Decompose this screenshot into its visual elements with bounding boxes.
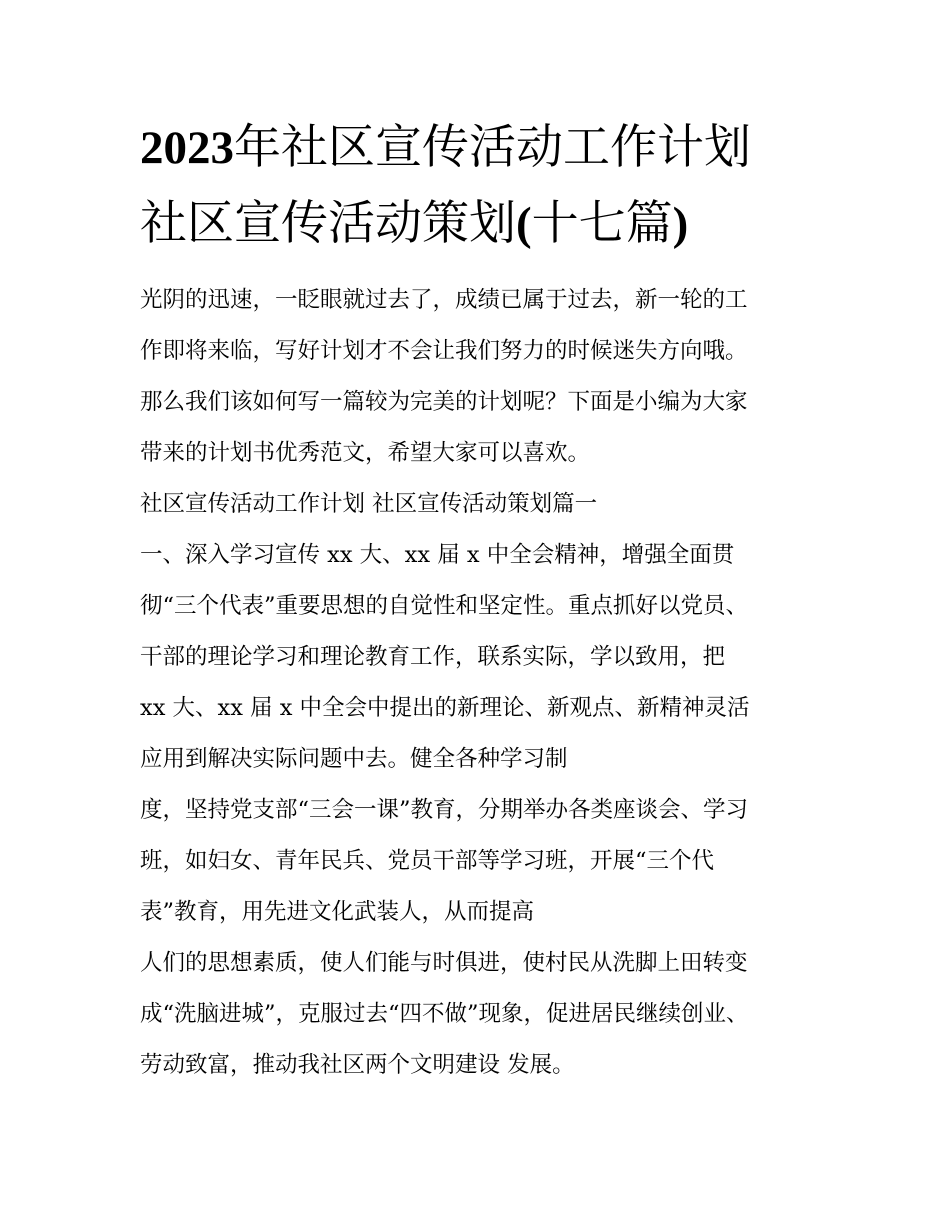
body-line: 那么我们该如何写一篇较为完美的计划呢？下面是小编为大家 [140, 389, 748, 415]
body-line: 一、深入学习宣传 xx 大、xx 届 x 中全会精神，增强全面贯 [140, 542, 735, 568]
body-line: 作即将来临，写好计划才不会让我们努力的时候迷失方向哦。 [140, 338, 748, 364]
title-paren-open: ( [516, 198, 532, 250]
title-line-2-text: 社区宣传活动策划 [140, 196, 516, 251]
body-line: 班，如妇女、青年民兵、党员干部等学习班，开展“三个代 [140, 848, 715, 874]
title-year: 2023 [140, 122, 234, 174]
body-line: 彻“三个代表”重要思想的自觉性和坚定性。重点抓好以党员、 [140, 593, 749, 619]
body-line: 劳动致富，推动我社区两个文明建设 发展。 [140, 1052, 575, 1078]
body-line: 表”教育，用先进文化武装人，从而提高 [140, 899, 535, 925]
body-line: 光阴的迅速，一眨眼就过去了，成绩已属于过去，新一轮的工 [140, 287, 748, 313]
body-line: 人们的思想素质，使人们能与时俱进，使村民从洗脚上田转变 [140, 950, 748, 976]
title-line-1-text: 年社区宣传活动工作计划 [234, 120, 751, 175]
document-title-line-1 [140, 120, 751, 175]
title-paren-text: 十七篇 [531, 196, 673, 251]
title-paren-close: ) [672, 198, 689, 250]
body-line: 应用到解决实际问题中去。健全各种学习制 [140, 746, 568, 772]
section-heading: 社区宣传活动工作计划 社区宣传活动策划篇一 [140, 491, 598, 517]
body-line: 干部的理论学习和理论教育工作，联系实际，学以致用，把 [140, 644, 726, 670]
body-line: 成“洗脑进城”，克服过去“四不做”现象，促进居民继续创业、 [140, 1001, 749, 1027]
body-line: xx 大、xx 届 x 中全会中提出的新理论、新观点、新精神灵活 [140, 695, 750, 721]
body-line: 带来的计划书优秀范文，希望大家可以喜欢。 [140, 440, 591, 466]
document-title-line-2 [140, 196, 689, 251]
body-line: 度，坚持党支部“三会一课”教育，分期举办各类座谈会、学习 [140, 797, 749, 823]
